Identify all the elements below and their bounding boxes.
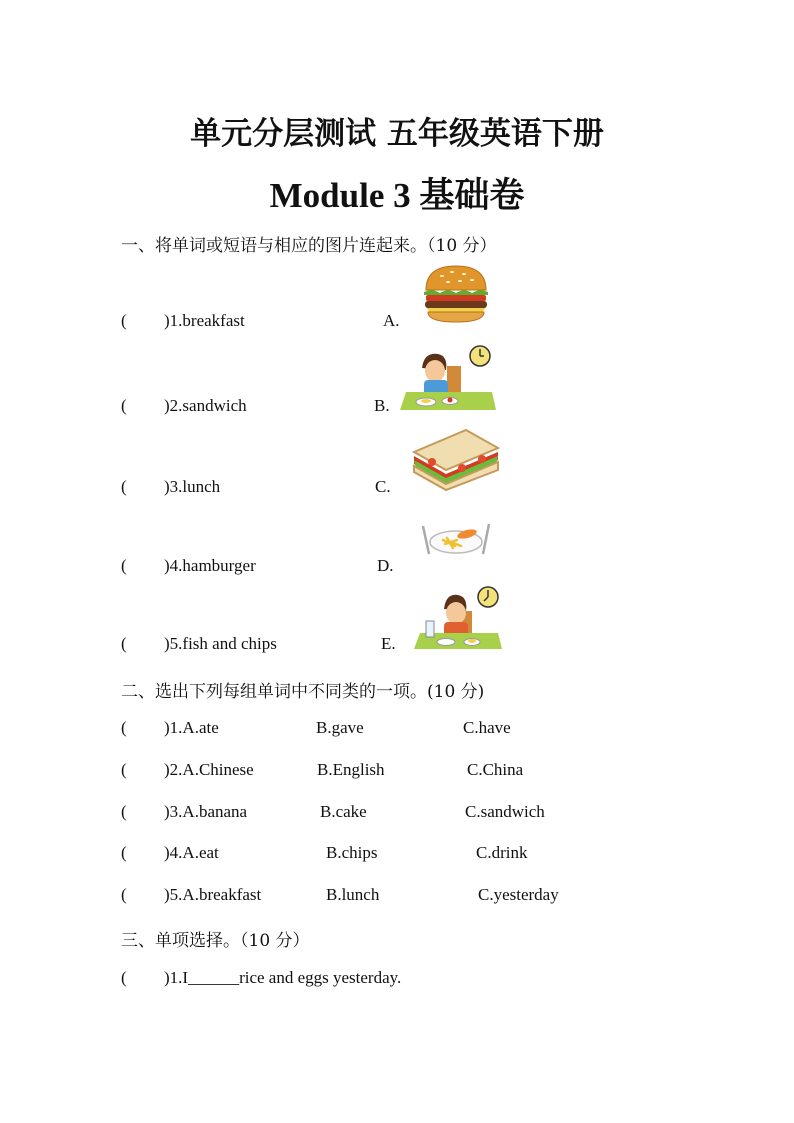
option-a: )5.A.breakfast: [164, 885, 262, 904]
option-a: )4.A.eat: [164, 843, 219, 862]
item-label: )2.sandwich: [164, 396, 247, 415]
item-label: )3.lunch: [164, 477, 221, 496]
page-subtitle: Module 3 基础卷: [269, 176, 525, 215]
option-c: C.China: [467, 760, 524, 779]
option-c: C.sandwich: [465, 802, 545, 821]
option-c: C.drink: [476, 843, 528, 862]
option-a: )3.A.banana: [164, 802, 248, 821]
option-c: C.yesterday: [478, 885, 559, 904]
answer-paren[interactable]: (: [121, 634, 127, 653]
question-text: )1.I______rice and eggs yesterday.: [164, 968, 402, 987]
boy-lunch-image: [414, 585, 504, 651]
option-letter: E.: [381, 634, 396, 653]
option-letter: B.: [374, 396, 390, 415]
boy-breakfast-image: [400, 344, 496, 412]
option-b: B.gave: [316, 718, 364, 737]
option-b: B.chips: [326, 843, 378, 862]
sandwich-image: [410, 426, 500, 492]
answer-paren[interactable]: (: [121, 843, 127, 862]
option-letter: A.: [383, 311, 400, 330]
section-3-heading: 三、单项选择。（10 分）: [121, 931, 310, 951]
fish-and-chips-image: [417, 520, 495, 560]
option-c: C.have: [463, 718, 511, 737]
answer-paren[interactable]: (: [121, 556, 127, 575]
option-a: )1.A.ate: [164, 718, 219, 737]
answer-paren[interactable]: (: [121, 802, 127, 821]
answer-paren[interactable]: (: [121, 885, 127, 904]
option-a: )2.A.Chinese: [164, 760, 254, 779]
answer-paren[interactable]: (: [121, 760, 127, 779]
section-1-heading: 一、将单词或短语与相应的图片连起来。（10 分）: [121, 236, 497, 256]
answer-paren[interactable]: (: [121, 718, 127, 737]
item-label: )4.hamburger: [164, 556, 256, 575]
option-b: B.cake: [320, 802, 367, 821]
section-2-heading: 二、选出下列每组单词中不同类的一项。(10 分): [121, 682, 485, 702]
answer-paren[interactable]: (: [121, 477, 127, 496]
option-b: B.lunch: [326, 885, 380, 904]
option-letter: D.: [377, 556, 394, 575]
answer-paren[interactable]: (: [121, 396, 127, 415]
answer-paren[interactable]: (: [121, 968, 127, 987]
option-letter: C.: [375, 477, 391, 496]
answer-paren[interactable]: (: [121, 311, 127, 330]
option-b: B.English: [317, 760, 385, 779]
hamburger-image: [420, 262, 492, 326]
item-label: )5.fish and chips: [164, 634, 277, 653]
page-title: 单元分层测试 五年级英语下册: [190, 116, 604, 152]
item-label: )1.breakfast: [164, 311, 245, 330]
